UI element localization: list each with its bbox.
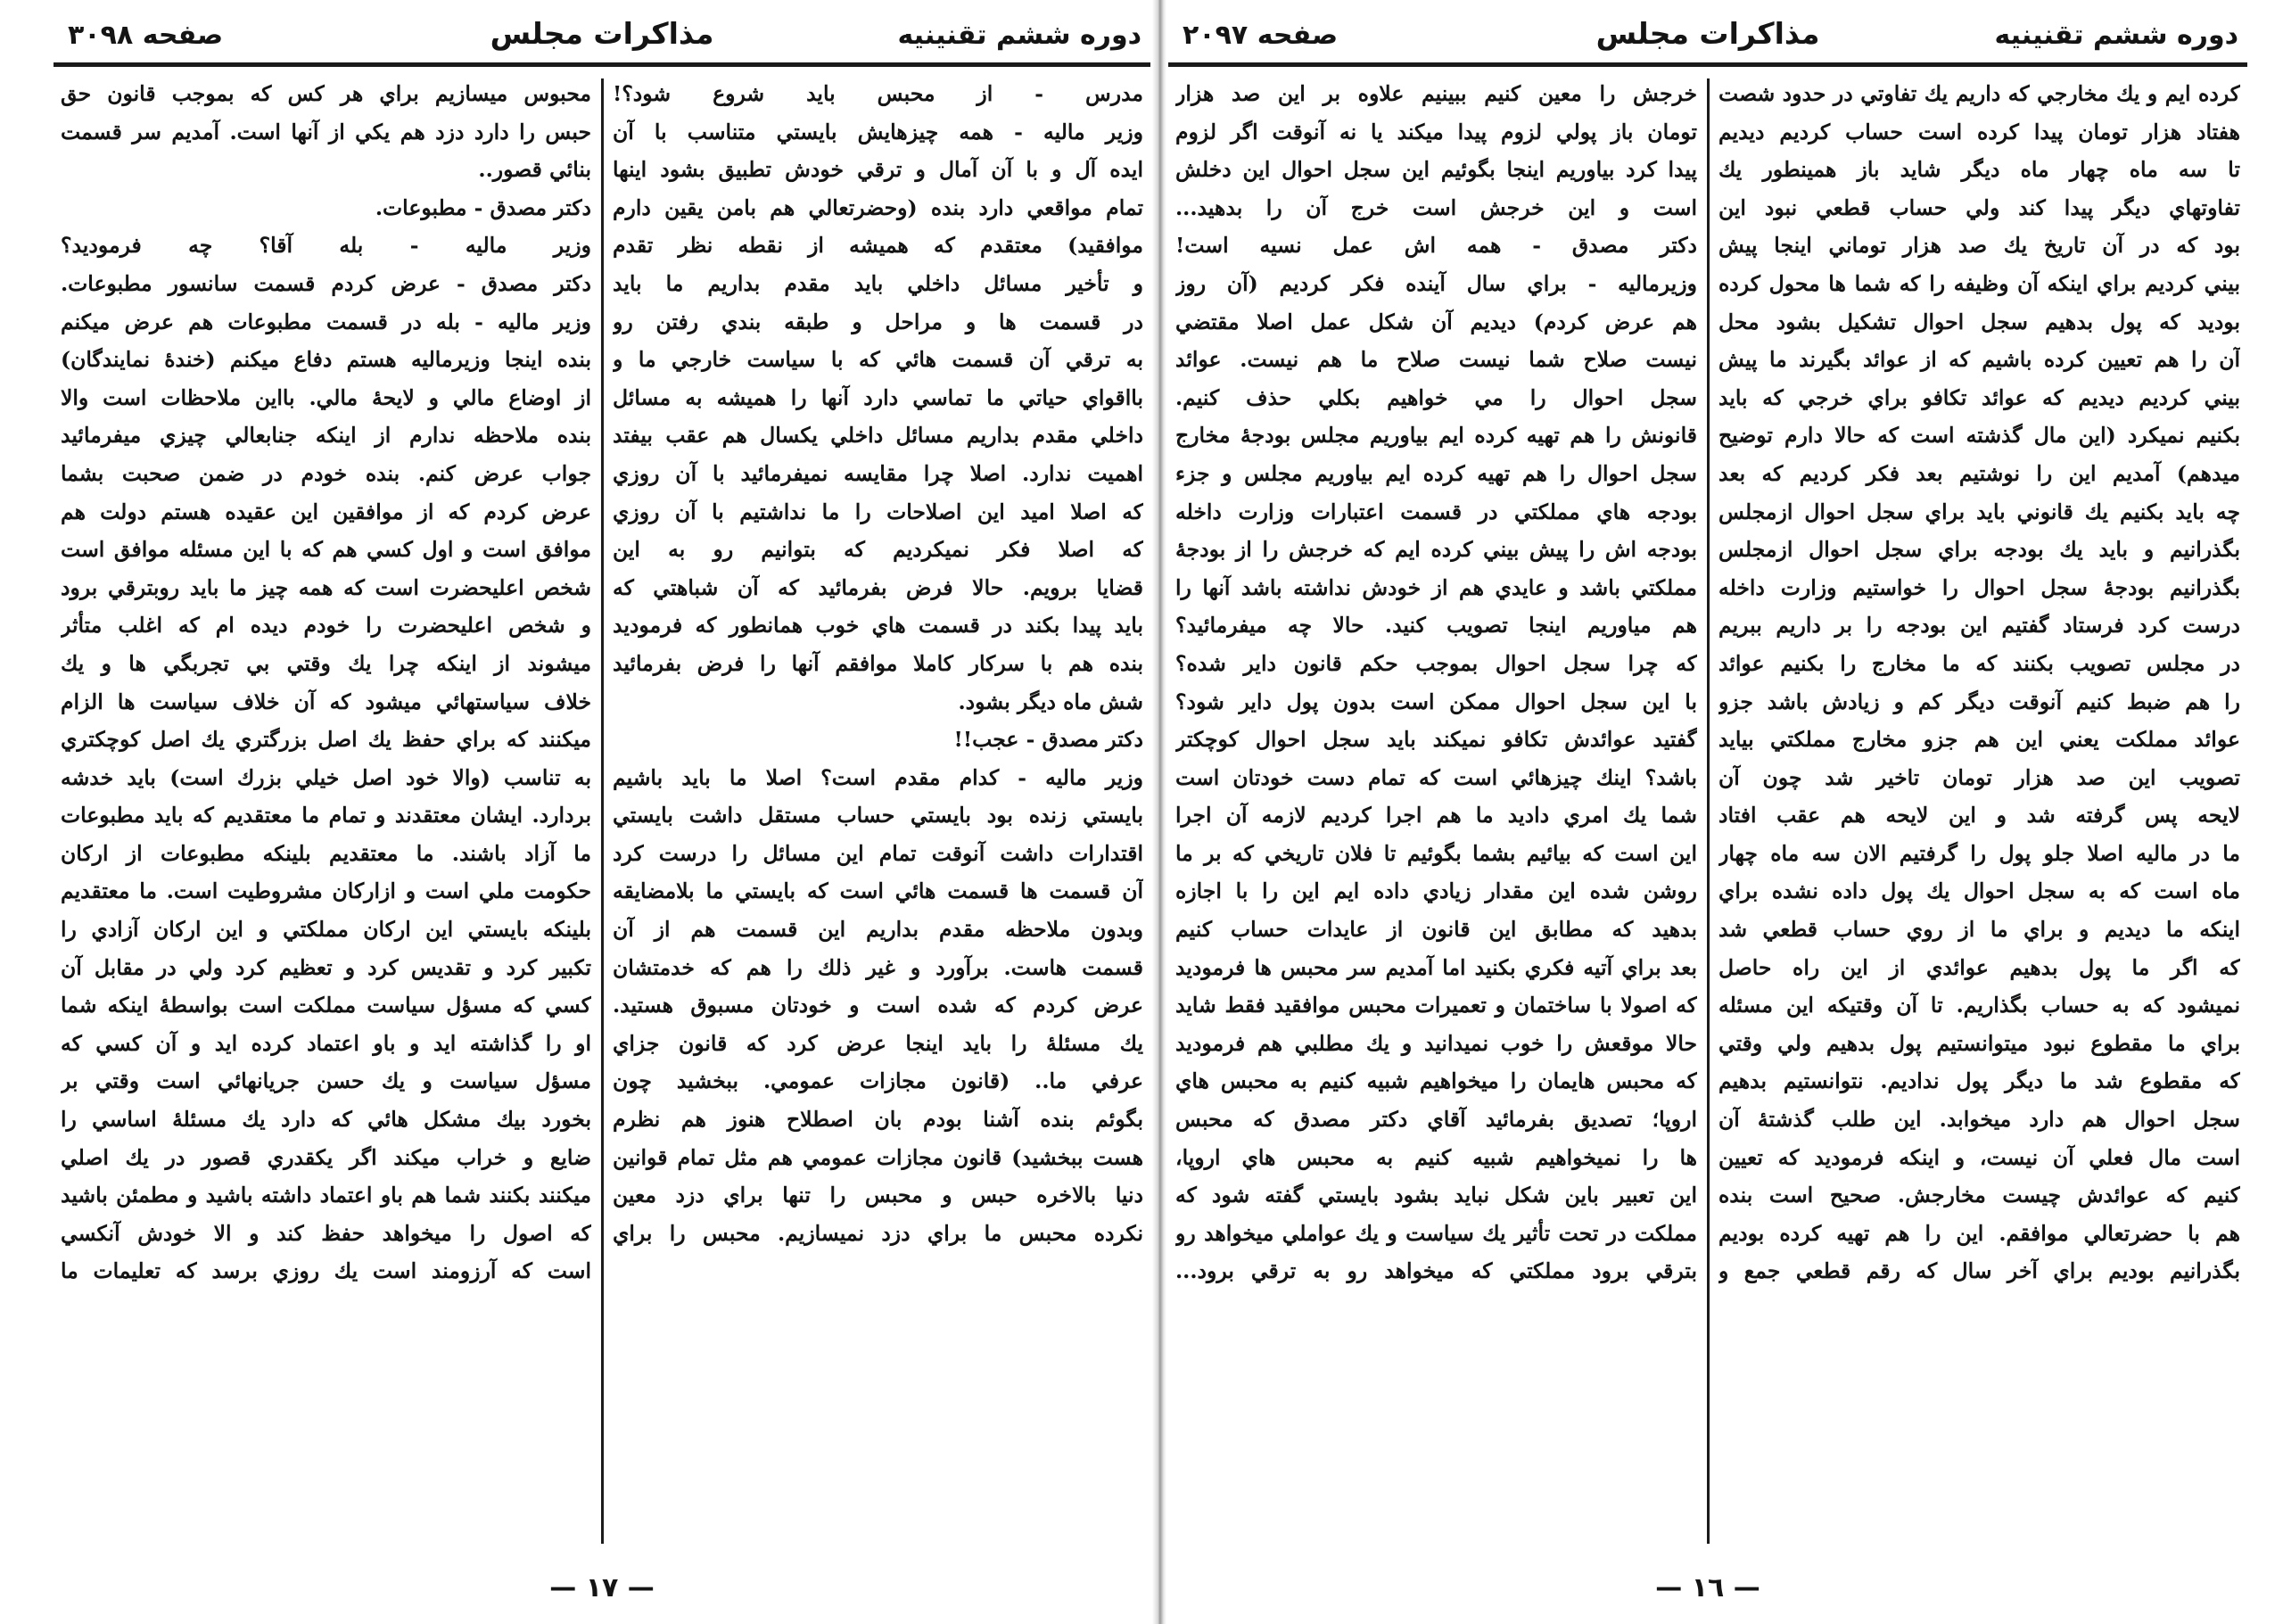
text-line: اين است كه بيائيم بشما بگوئيم تا فلان تاريخي كه بر ما [1175, 840, 1697, 866]
text-line: قضايا برويم. حالا فرض بفرمائيد كه آن شباهتي كه [613, 574, 1143, 600]
text-line: ضايع و خراب ميكند اگر يكقدري قصور در يك اصلي [61, 1144, 591, 1170]
text-line: حالا موقعش را خوب نميدانيد و يك مطلبي هم فرموديد [1175, 1030, 1697, 1056]
text-line: اروپا؛ تصديق بفرمائيد آقاي دكتر مصدق كه محبس [1175, 1107, 1697, 1133]
text-line: دكتر مصدق - مطبوعات. [375, 194, 591, 220]
column-divider [601, 78, 604, 1544]
text-line: تكبير كرد و تقديس كرد و تعظيم كرد ولي در مقابل آن [61, 954, 591, 980]
text-line: وزير ماليه - بله در قسمت مطبوعات هم عرض ميكنم [61, 309, 591, 334]
page-number-label: صفحه ٢٠٩٧ [1183, 20, 1339, 51]
text-line: داخلي مقدم بداريم مسائل داخلي يكسال هم عقب بيفتد [613, 423, 1143, 449]
book-gutter [1152, 0, 1166, 1624]
text-line: پيدا كرد بياوريم اينجا بگوئيم اين سجل احوال اين دخلش [1175, 157, 1697, 183]
text-line: كنيم كه عوائدش چيست مخارجش. صحيح است بنده [1718, 1183, 2240, 1208]
right-page-header [1168, 16, 2247, 59]
text-line: بعد براي آتيه فكري بكنيد اما آمديم سر محبس ها فرموديد [1175, 954, 1697, 980]
text-line: مملكتي باشد و عايدي هم از خودش نداشته باشد آنها را [1175, 574, 1697, 600]
text-line: است و اين خرجش است خرج آن را بدهيد... [1175, 194, 1697, 220]
text-line: مملكت در تحت تأثير يك سياست و يك عواملي ميخواهد رو [1175, 1220, 1697, 1246]
text-line: وزير ماليه - همه چيزهايش بايستي متناسب با آن [613, 119, 1143, 144]
text-line: ميكنند كه براي حفظ يك اصل بزرگتري يك اصل كوچكتري [61, 727, 591, 753]
text-line: كرده ايم و يك مخارجي كه داريم يك تفاوتي در حدود شصت [1718, 81, 2240, 106]
text-line: بااقواي حياتي ما تماسي دارد آنها را هميشه به مسائل [613, 384, 1143, 410]
text-line: كه اصول را ميخواهد حفظ كند و الا خودش آنكسي [61, 1220, 591, 1246]
text-line: ما آزاد باشند. ما معتقديم بلينكه مطبوعات از اركان [61, 840, 591, 866]
text-line: چه بايد بكنيم يك قانوني بايد براي سجل احوال ازمجلس [1718, 499, 2240, 524]
text-line: آن قسمت ها قسمت هائي است كه بايستي ما بلامضايقه [613, 878, 1143, 904]
text-line: ايده آل و با آن آمال و ترقي خودش تطبيق بشود اينها [613, 157, 1143, 183]
text-line: دكتر مصدق - عرض كردم قسمت سانسور مطبوعات. [61, 270, 591, 296]
text-line: به ترقي آن قسمت هائي كه با سياست خارجي ما و [613, 347, 1143, 373]
text-line: هست ببخشيد) قانون مجازات عمومي هم مثل تمام قوانين [613, 1144, 1143, 1170]
text-line: گفتيد عوائدش تكافو نميكند بايد سجل احوال كوچكتر [1175, 727, 1697, 753]
text-line: تا سه ماه چهار ماه ديگر شايد باز همينطور يك [1718, 157, 2240, 183]
text-line: بود كه در آن تاريخ يك صد هزار توماني اينجا پيش [1718, 233, 2240, 259]
session-label: دوره ششم تقنينيه [1994, 20, 2238, 51]
text-line: موافقيد) معتقدم كه هميشه از نقطه نظر تقدم [613, 233, 1143, 259]
right-page-columns [1168, 75, 2247, 1553]
text-line: نيست صلاح شما نيست صلاح ما هم نيست. عوائد [1175, 347, 1697, 373]
text-line: ها را نميخواهيم شبيه كنيم به محبس هاي اروپا، [1175, 1144, 1697, 1170]
text-line: عرفي ما.. (قانون مجازات عمومي. ببخشيد چون [613, 1068, 1143, 1094]
left-page-columns [54, 75, 1150, 1553]
text-line: نكرده محبس ما براي دزد نميسازيم. محبس را براي [613, 1220, 1143, 1246]
text-line: ميكنند بكنند شما هم باو اعتماد داشته باشيد و مطمئن باشيد [61, 1183, 591, 1208]
text-line: بودجه هاي مملكتي در قسمت اعتبارات وزارت داخله [1175, 499, 1697, 524]
text-line: بوديد كه پول بدهيم سجل احوال تشكيل بشود محل [1718, 309, 2240, 334]
text-line: او را گذاشته ايد و باو اعتماد كرده ايد و آن كسي كه [61, 1030, 591, 1056]
text-line: بردارد. ايشان معتقدند و تمام ما معتقديم كه بايد مطبوعات [61, 803, 591, 828]
text-line: اهميت ندارد. اصلا چرا مقايسه نميفرمائيد با آن روزي [613, 460, 1143, 486]
text-line: كسي كه مسؤل سياست مملكت است بواسطهٔ اينكه شما [61, 993, 591, 1018]
text-line: بيني كرديم براي اينكه آن وظيفه را كه شما ها محول كرده [1718, 270, 2240, 296]
text-line: عوائد مملكت يعني اين هم جزو مخارج مملكتي بيايد [1718, 727, 2240, 753]
text-line: قانونش را هم تهيه كرده ايم بياوريم مجلس بودجهٔ مخارج [1175, 423, 1697, 449]
text-line: تفاوتهاي ديگر پيدا كند ولي حساب قطعي نبود اين [1718, 194, 2240, 220]
text-line: عرض كردم كه شده است و خودتان مسبوق هستيد. [613, 993, 1143, 1018]
left-page [54, 0, 1150, 1624]
text-line: بگذرانيم و بايد يك بودجه براي سجل احوال ازمجلس [1718, 537, 2240, 563]
text-line: است كه آرزومند است يك روزي برسد كه تعليمات ما [61, 1258, 591, 1284]
text-line: وبدون ملاحظه مقدم بداريم اين قسمت هم از آن [613, 917, 1143, 943]
text-line: بنده هم با سركار كاملا موافقم آنها را فرض بفرمائيد [613, 650, 1143, 676]
text-line: هم با حضرتعالي موافقم. اين را هم تهيه كرده بوديم [1718, 1220, 2240, 1246]
right-page [1168, 0, 2247, 1624]
text-line: اقتدارات داشت آنوقت تمام اين مسائل را درست كرد [613, 840, 1143, 866]
text-line: در قسمت ها و مراحل و طبقه بندي رفتن رو [613, 309, 1143, 334]
text-line: ميشوند از اينكه چرا يك وقتي بي تجربگي ها و يك [61, 650, 591, 676]
text-column-right [613, 75, 1143, 1553]
header-rule [1168, 62, 2247, 67]
text-line: ميدهم) آمديم اين را نوشتيم بعد فكر كرديم كه بعد [1718, 460, 2240, 486]
text-column-left [1175, 75, 1697, 1553]
text-line: مسؤل سياست و يك حسن جريانهائي است وقتي بر [61, 1068, 591, 1094]
text-line: دنيا بالاخره حبس و محبس را تنها براي دزد معين [613, 1183, 1143, 1208]
text-line: بايد پيدا بكند در قسمت هاي خوب همانطور كه فرموديد [613, 613, 1143, 639]
text-line: شما يك امري داديد ما هم اجرا كرديم لازمه آن اجرا [1175, 803, 1697, 828]
text-line: آن را هم تعيين كرده باشيم كه از عوائد بگيرند ما پيش [1718, 347, 2240, 373]
text-line: بلينكه بايستي اين اركان مملكتي و اين اركان آزادي را [61, 917, 591, 943]
text-line: عرض كردم كه از موافقين اين عقيده هستم دولت هم [61, 499, 591, 524]
text-line: شخص اعليحضرت است كه همه چيز ما بايد روبترقي برود [61, 574, 591, 600]
text-column-right [1718, 75, 2240, 1553]
text-line: بگذرانيم بوديم براي آخر سال كه رقم قطعي جمع و [1718, 1258, 2240, 1284]
text-line: وزير ماليه - كدام مقدم است؟ اصلا ما بايد باشيم [613, 764, 1143, 790]
text-line: كه اصلا اميد اين اصلاحات را ما نداشتيم با آن روزي [613, 499, 1143, 524]
text-line: از اوضاع مالي و لايحهٔ مالي. بااين ملاحظات است والا [61, 384, 591, 410]
text-line: ماه است كه به سجل احوال يك پول داده نشده براي [1718, 878, 2240, 904]
text-line: كه محبس هايمان را ميخواهيم شبيه كنيم به محبس هاي [1175, 1068, 1697, 1094]
text-line: هفتاد هزار تومان پيدا كرده است حساب كرديم ديديم [1718, 119, 2240, 144]
text-line: با اين سجل احوال ممكن است بدون پول داير شود؟ [1175, 688, 1697, 714]
text-line: سجل احوال را مي خواهيم بكلي حذف كنيم. [1175, 384, 1697, 410]
page-number-label: صفحه ٣٠٩٨ [68, 20, 224, 51]
text-line: اين تعبير باين شكل نبايد بشود بايستي گفته شود كه [1175, 1183, 1697, 1208]
text-line: بگذرانيم بودجهٔ سجل احوال را خواستيم وزارت داخله [1718, 574, 2240, 600]
header-rule [54, 62, 1150, 67]
text-line: بيني كرديم ديديم كه عوائد تكافو براي خرجي كه بايد [1718, 384, 2240, 410]
text-line: مدرس - از محبس بايد شروع شود؟! [613, 81, 1143, 106]
text-line: روشن شده اين مقدار زيادي داده ايم اين را با اجازه [1175, 878, 1697, 904]
text-line: بنده ملاحظه ندارم از اينكه جنابعالي چيزي ميفرمائيد [61, 423, 591, 449]
text-line: كه اصلا فكر نميكرديم كه بتوانيم رو به اين [613, 537, 1143, 563]
text-line: بكنيم نميكرد (اين مال گذشته است كه حالا دارم توضيح [1718, 423, 2240, 449]
text-line: كه چرا سجل احوال بموجب حكم قانون داير شده؟ [1175, 650, 1697, 676]
text-line: بترقي برود مملكتي كه ميخواهد رو به ترقي برود... [1175, 1258, 1697, 1284]
text-line: اينكه ما ديديم و براي ما از روي حساب قطعي شد [1718, 917, 2240, 943]
text-line: حكومت ملي است و ازاركان مشروطيت است. ما معتقديم [61, 878, 591, 904]
text-line: يك مسئلهٔ را بايد اينجا عرض كرد كه قانون جزاي [613, 1030, 1143, 1056]
text-line: سجل احوال هم دارد ميخوابد. اين طلب گذشتهٔ آن [1718, 1107, 2240, 1133]
text-line: كه اصولا با ساختمان و تعميرات محبس موافقيد فقط شايد [1175, 993, 1697, 1018]
left-page-header [54, 16, 1150, 59]
text-column-left [61, 75, 591, 1553]
session-label: دوره ششم تقنينيه [897, 20, 1142, 51]
text-line: باشد؟ اينك چيزهائي است كه تمام دست خودتان است [1175, 764, 1697, 790]
text-line: خلاف سياستهائي ميشود كه آن خلاف سياست ها الزام [61, 688, 591, 714]
running-title: مذاكرات مجلس [1595, 16, 1820, 51]
text-line: كه اگر ما پول بدهيم عوائدي از اين راه حاصل [1718, 954, 2240, 980]
text-line: ما در ماليه اصلا جلو پول را گرفتيم الان سه ماه چهار [1718, 840, 2240, 866]
text-line: و شخص اعليحضرت را خودم ديده ام كه اغلب متأثر [61, 613, 591, 639]
text-line: شش ماه ديگر بشود. [958, 688, 1143, 714]
text-line: تصويب اين صد هزار تومان تاخير شد چون آن [1718, 764, 2240, 790]
text-line: دكتر مصدق - عجب!! [953, 727, 1143, 753]
text-line: محبوس ميسازيم براي هر كس كه بموجب قانون حق [61, 81, 591, 106]
text-line: وزيرماليه - براي سال آينده فكر كرديم (آن روز [1175, 270, 1697, 296]
text-line: به تناسب (والا خود اصل خيلي بزرك است) بايد خدشه [61, 764, 591, 790]
text-line: هم مياوريم اينجا تصويب كنيد. حالا چه ميفرمائيد؟ [1175, 613, 1697, 639]
text-line: نميشود كه به حساب بگذاريم. تا آن وقتيكه اين مسئله [1718, 993, 2240, 1018]
text-line: حبس را دارد دزد هم يكي از آنها است. آمديم سر قسمت [61, 119, 591, 144]
text-line: در مجلس تصويب بكنند كه ما مخارج را بكنيم عوائد [1718, 650, 2240, 676]
text-line: بنائي قصور.. [478, 157, 591, 183]
text-line: هم عرض كردم) ديديم آن شكل عمل اصلا مقتضي [1175, 309, 1697, 334]
text-line: تمام مواقعي دارد بنده (وحضرتعالي هم بامن يقين دارم [613, 194, 1143, 220]
text-line: بخورد بيك مشكل هائي كه دارد يك مسئلهٔ اساسي را [61, 1107, 591, 1133]
text-line: بايستي زنده بود بايستي حساب مستقل داشت بايستي [613, 803, 1143, 828]
text-line: است مال فعلي آن نيست، و اينكه فرموديد كه تعيين [1718, 1144, 2240, 1170]
text-line: وزير ماليه - بله آقا؟ چه فرموديد؟ [61, 233, 591, 259]
text-line: را هم ضبط كنيم آنوقت ديگر كم و زيادش باشد جزو [1718, 688, 2240, 714]
text-line: جواب عرض كنم. بنده خودم در ضمن صحبت بشما [61, 460, 591, 486]
text-line: بگوئم بنده آشنا بودم بان اصطلاح هنوز هم نظرم [613, 1107, 1143, 1133]
text-line: براي ما مقطوع نبود ميتوانستيم پول بدهيم ولي وقتي [1718, 1030, 2240, 1056]
column-divider [1707, 78, 1710, 1544]
text-line: بودجه اش را پيش بيني كرده ايم كه خرجش را از بودجهٔ [1175, 537, 1697, 563]
text-line: سجل احوال را هم تهيه كرده ايم بياوريم مجلس و جزء [1175, 460, 1697, 486]
text-line: قسمت هاست. برآورد و غير ذلك را هم كه خدمتشان [613, 954, 1143, 980]
text-line: دكتر مصدق - همه اش عمل نسيه است! [1175, 233, 1697, 259]
text-line: درست كرد فرستاد گفتيم اين بودجه را بر داريم ببريم [1718, 613, 2240, 639]
page-footer-number: — ١٦ — [1655, 1572, 1760, 1603]
text-line: و تأخير مسائل داخلي بايد مقدم بداريم ما بايد [613, 270, 1143, 296]
text-line: موافق است و اول كسي هم كه با اين مسئله موافق است [61, 537, 591, 563]
text-line: كه مقطوع شد ما ديگر پول نداديم. نتوانستيم بدهيم [1718, 1068, 2240, 1094]
text-line: تومان باز پولي لزوم پيدا ميكند يا نه آنوقت اگر لزوم [1175, 119, 1697, 144]
text-line: بنده اينجا وزيرماليه هستم دفاع ميكنم (خندهٔ نمايندگان) [61, 347, 591, 373]
page-footer-number: — ١٧ — [549, 1572, 655, 1603]
text-line: لايحه پس گرفته شد و اين لايحه هم عقب افتاد [1718, 803, 2240, 828]
running-title: مذاكرات مجلس [490, 16, 714, 51]
text-line: بدهيد كه مطابق اين قانون از عايدات حساب كنيم [1175, 917, 1697, 943]
text-line: خرجش را معين كنيم ببينيم علاوه بر اين صد هزار [1175, 81, 1697, 106]
